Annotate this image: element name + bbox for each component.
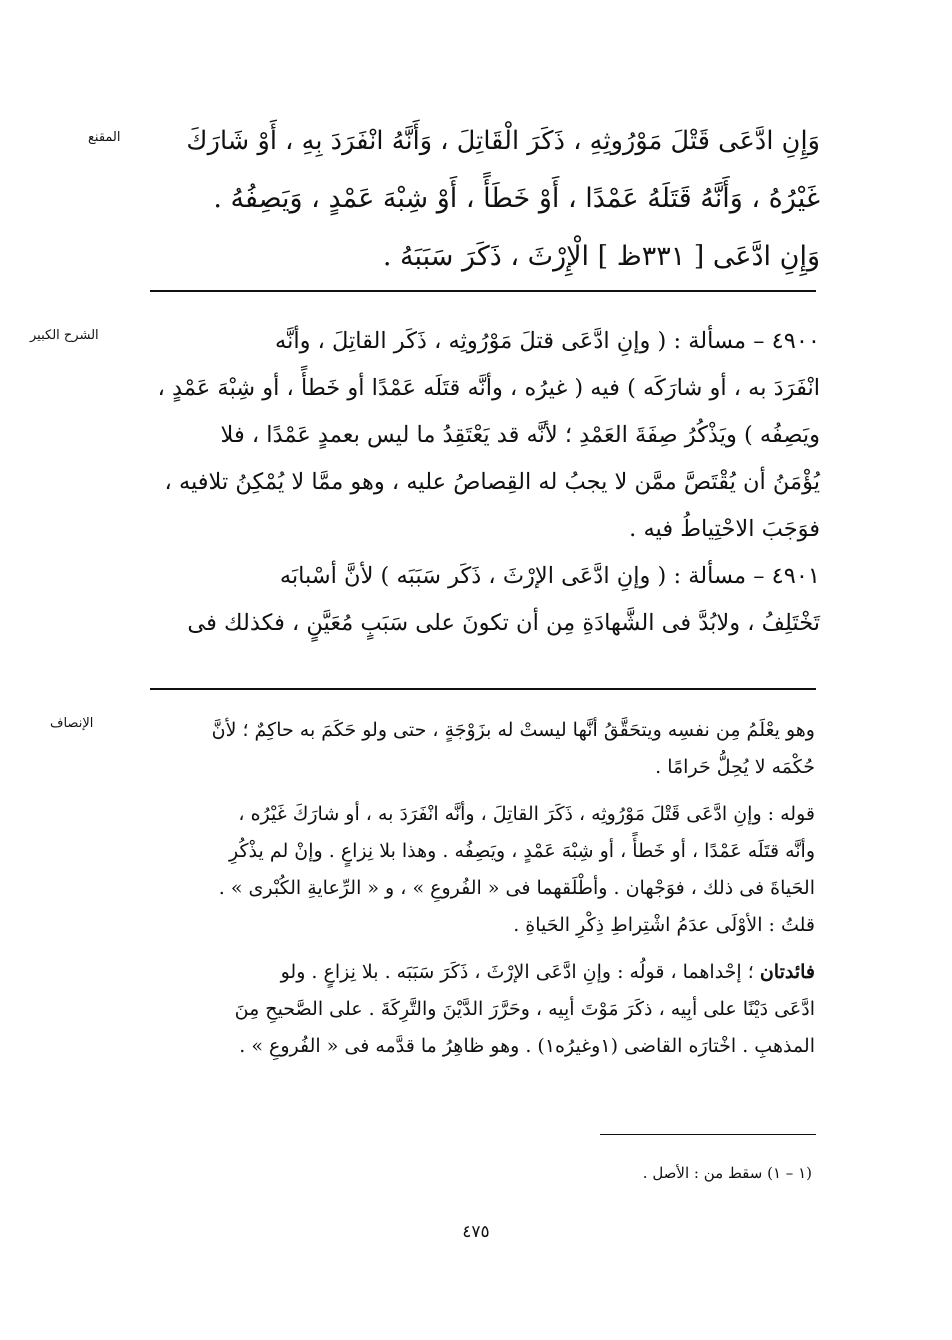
paragraph-gap bbox=[145, 944, 815, 954]
sharh-line: ٤٩٠١ – مسألة : ( وإنِ ادَّعَى الإرْثَ ، ذَكَر سَبَبَه ) لأنَّ أسْبابَه bbox=[279, 563, 820, 589]
insaf-line: وأنَّه قتَلَه عَمْدًا ، أو خَطأً ، أو شِبْهَ عَمْدٍ ، ويَصِفُه . وهذا بلا نِزاعٍ . وإنْ لم يذْكُرِ bbox=[228, 840, 815, 862]
sharh-line: تَخْتَلِفُ ، ولابُدَّ فى الشَّهادَةِ مِن أن تكونَ على سَبَبٍ مُعَيَّنٍ ، فكذلك فى bbox=[187, 610, 820, 636]
muqni-label: المقنع bbox=[88, 130, 121, 145]
section-divider bbox=[150, 688, 816, 690]
insaf-line bbox=[145, 954, 815, 991]
muqni-line: غَيْرُهُ ، وَأَنَّهُ قَتَلَهُ عَمْدًا ، أَوْ خَطَأً ، أَوْ شِبْهَ عَمْدٍ ، وَيَصِفُهُ . bbox=[213, 183, 820, 214]
insaf-line: المذهبِ . اخْتارَه القاضى (١وغيرُه١) . وهو ظاهِرُ ما قدَّمه فى « الفُروعِ » . bbox=[239, 1035, 815, 1057]
insaf-line: الحَياةَ فى ذلك ، فوَجْهان . وأطْلَقهما فى « الفُروعِ » ، و « الرِّعايةِ الكُبْرى » . bbox=[218, 877, 815, 899]
sharh-line: يُؤْمَنُ أن يُقْتَصَّ ممَّن لا يجبُ له القِصاصُ عليه ، وهو ممَّا لا يُمْكِنُ تلافيه ، bbox=[164, 469, 820, 495]
footnote-divider bbox=[600, 1134, 816, 1135]
section-divider bbox=[150, 290, 816, 292]
insaf-line: حُكْمَه لا يُحِلُّ حَرامًا . bbox=[655, 756, 815, 778]
insaf-line: قوله : وإنِ ادَّعَى قَتْلَ مَوْرُوثِه ، ذَكَرَ القاتِلَ ، وأنَّه انْفَرَدَ به ، أو شارَكَ غَيْرُه ، bbox=[238, 803, 815, 825]
sharh-text bbox=[145, 318, 820, 647]
insaf-line-rest: ؛ إحْداهما ، قولُه : وإنِ ادَّعَى الإرْثَ ، ذَكَرَ سَبَبَه . بلا نِزاعٍ . ولو bbox=[280, 961, 760, 983]
muqni-text bbox=[180, 112, 820, 286]
insaf-line: قلتُ : الأوْلَى عدَمُ اشْتِراطِ ذِكْرِ الحَياةِ . bbox=[513, 914, 815, 936]
muqni-line: وَإِنِ ادَّعَى [ ٣٣١ظ ] الْإِرْثَ ، ذَكَرَ سَبَبَهُ . bbox=[382, 241, 820, 272]
sharh-line: فوَجَبَ الاحْتِياطُ فيه . bbox=[629, 516, 820, 542]
footnote: (١ – ١) سقط من : الأصل . bbox=[642, 1164, 812, 1182]
sharh-line: انْفَرَدَ به ، أو شارَكَه ) فيه ( غيرُه ، وأنَّه قتَلَه عَمْدًا أو خَطأً ، أو شِبْهَ عَمْدٍ ، bbox=[157, 375, 820, 401]
sharh-line: ٤٩٠٠ – مسألة : ( وإنِ ادَّعَى قتلَ مَوْرُوثِه ، ذَكَر القاتِلَ ، وأنَّه bbox=[275, 328, 820, 354]
page-number: ٤٧٥ bbox=[462, 1222, 490, 1242]
insaf-line: وهو يعْلَمُ مِن نفسِه ويتحَقَّقُ أنَّها ليستْ له بزَوْجَةٍ ، حتى ولو حَكَمَ به حاكِمٌ ؛ لأنَّ bbox=[211, 719, 815, 741]
sharh-label: الشرح الكبير bbox=[30, 328, 99, 343]
insaf-line: ادَّعَى دَيْنًا على أبِيه ، ذكَرَ مَوْتَ أبِيه ، وحَرَّرَ الدَّيْنَ والتَّرِكَةَ . على الصَّحيحِ مِنَ bbox=[234, 998, 815, 1020]
paragraph-gap bbox=[145, 786, 815, 796]
muqni-line: وَإِنِ ادَّعَى قَتْلَ مَوْرُوثِهِ ، ذَكَرَ الْقَاتِلَ ، وَأَنَّهُ انْفَرَدَ بِهِ ، أَوْ شَارَكَ bbox=[186, 126, 820, 156]
faidatan-heading: فائدتان bbox=[759, 961, 815, 983]
sharh-line: ويَصِفُه ) ويَذْكُرُ صِفَةَ العَمْدِ ؛ لأنَّه قد يَعْتَقِدُ ما ليس بعمدٍ عَمْدًا ، فلا bbox=[220, 422, 820, 448]
insaf-label: الإنصاف bbox=[50, 716, 94, 731]
insaf-text bbox=[145, 712, 815, 1065]
